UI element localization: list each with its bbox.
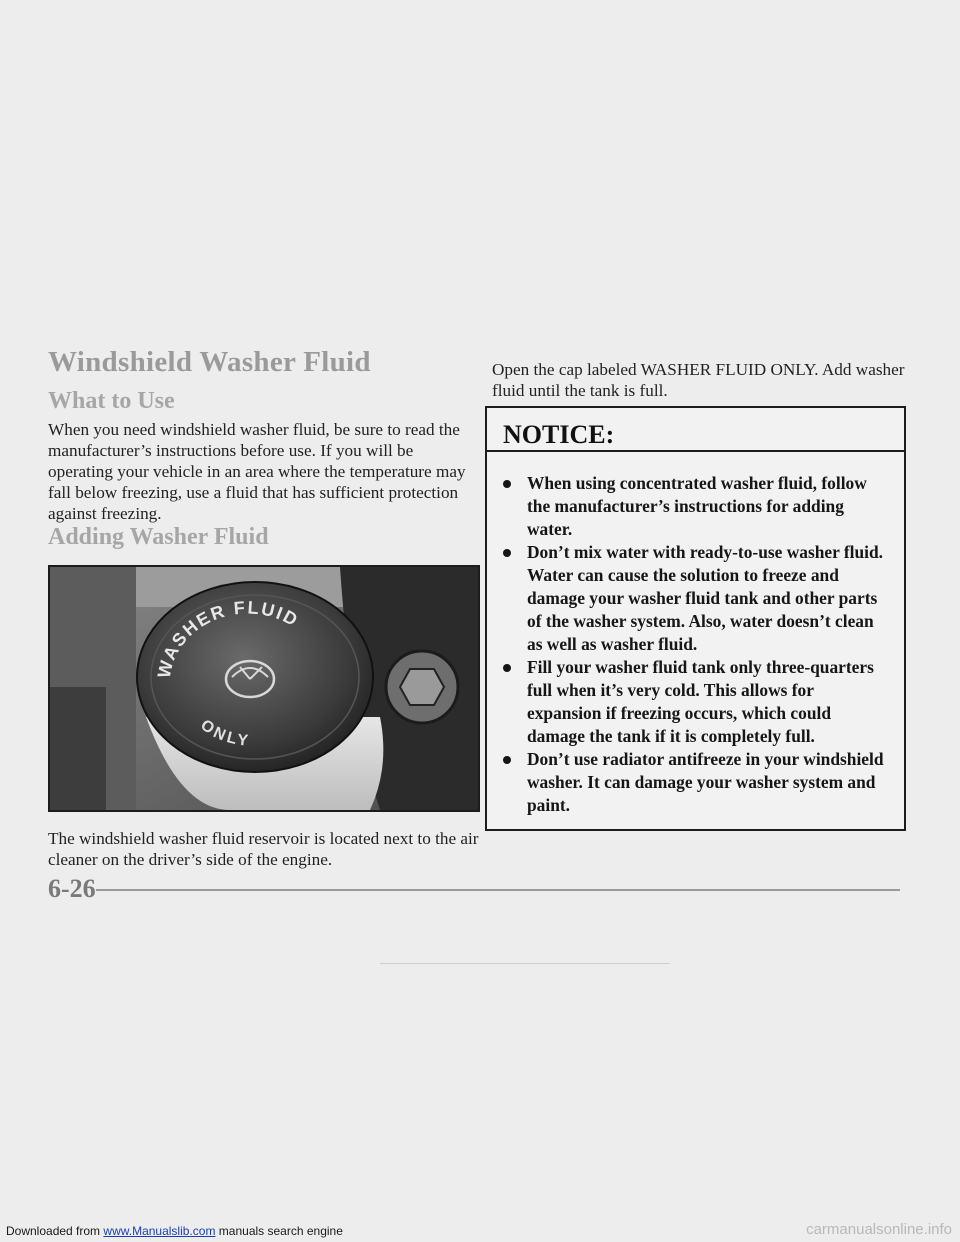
page-number: 6-26 (48, 874, 96, 903)
what-to-use-heading: What to Use (48, 388, 175, 414)
bullet-icon (503, 664, 511, 672)
watermark: carmanualsonline.info (806, 1221, 952, 1238)
notice-item-text: Don’t use radiator antifreeze in your windshield washer. It can damage your washer system and paint. (527, 749, 884, 815)
page-title: Windshield Washer Fluid (48, 346, 371, 378)
what-to-use-paragraph: When you need windshield washer fluid, be sure to read the manufacturer’s instructions before use. If you will be operating your vehicle in an area where the temperature may fall below freezing, use a fluid that has sufficient protection against freezing. (48, 420, 466, 523)
notice-box (485, 406, 906, 831)
adding-washer-fluid-heading: Adding Washer Fluid (48, 524, 269, 550)
figure-caption: The windshield washer fluid reservoir is located next to the air cleaner on the driver’s side of the engine. (48, 829, 479, 869)
notice-item-text: Don’t mix water with ready-to-use washer fluid. Water can cause the solution to freeze and damage your washer fluid tank and other parts of the washer system. Also, water doesn’t clean as well as washer fluid. (527, 542, 884, 654)
bullet-icon (503, 549, 511, 557)
bullet-icon (503, 756, 511, 764)
notice-item (503, 748, 884, 817)
download-prefix: Downloaded from (6, 1224, 101, 1238)
footer-divider (96, 889, 900, 891)
bullet-icon (503, 480, 511, 488)
notice-item (503, 656, 884, 748)
notice-list (487, 452, 904, 817)
cap-embossed-text-top: WASHER FLUID (153, 597, 303, 680)
manualslib-link[interactable]: www.Manualslib.com (103, 1224, 216, 1238)
washer-cap-photo (48, 565, 480, 812)
notice-item-text: When using concentrated washer fluid, follow the manufacturer’s instructions for adding water. (527, 473, 867, 539)
notice-title: NOTICE: (487, 408, 904, 452)
open-cap-instructions: Open the cap labeled WASHER FLUID ONLY. Add washer fluid until the tank is full. (492, 360, 905, 400)
download-footer (6, 1224, 343, 1238)
notice-item (503, 541, 884, 656)
notice-item (503, 472, 884, 541)
scan-artifact-line (380, 963, 670, 964)
notice-item-text: Fill your washer fluid tank only three-quarters full when it’s very cold. This allows for expansion if freezing occurs, which could damage the tank if it is completely full. (527, 657, 874, 746)
cap-embossed-text-bottom: ONLY (197, 716, 252, 751)
download-suffix: manuals search engine (218, 1224, 343, 1238)
